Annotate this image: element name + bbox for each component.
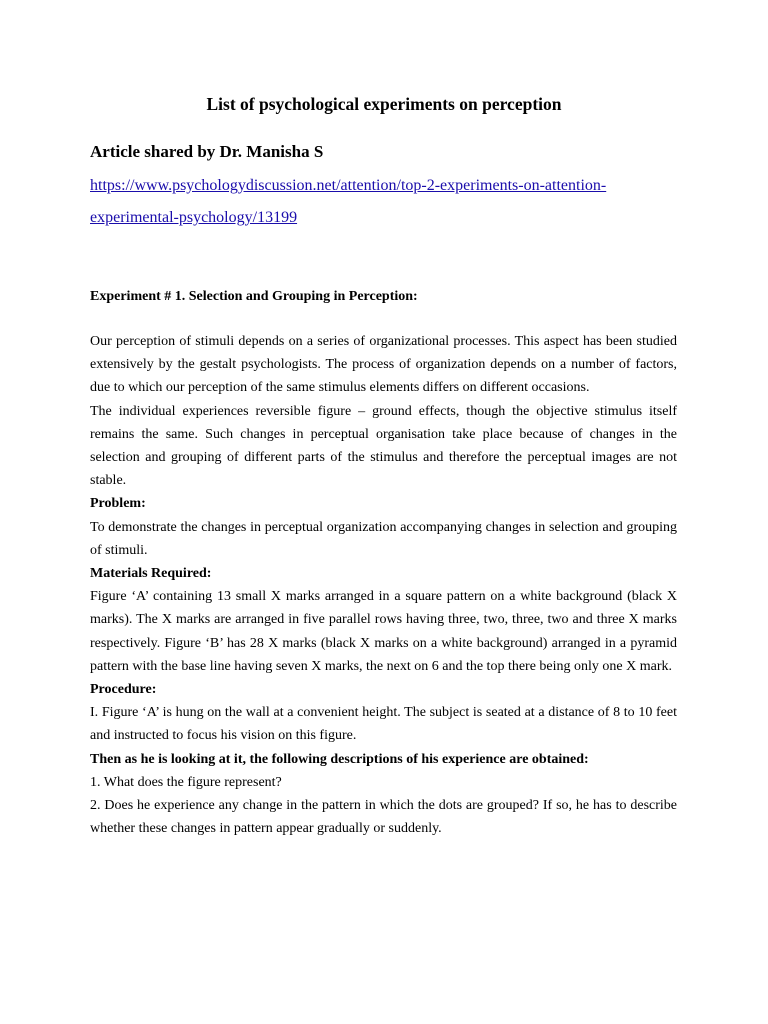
page-title: List of psychological experiments on perception	[206, 94, 562, 114]
materials-heading: Materials Required:	[90, 566, 212, 582]
body-text	[90, 330, 677, 840]
source-link[interactable]: https://www.psychologydiscussion.net/attention/top-2-experiments-on-attention-experimental-psychology/13199	[90, 177, 607, 226]
experiment-heading: Experiment # 1. Selection and Grouping in Perception:	[90, 289, 418, 304]
author-line: Article shared by Dr. Manisha S	[90, 142, 324, 161]
descriptions-heading: Then as he is looking at it, the following descriptions of his experience are obtained:	[90, 751, 589, 767]
problem-paragraph: To demonstrate the changes in perceptual organization accompanying changes in selection and grouping of stimuli.	[90, 519, 677, 558]
reversible-paragraph: The individual experiences reversible figure – ground effects, though the objective stimulus itself remains the same. Such changes in perceptual organisation take place because of changes in the selection and grouping of different parts of the stimulus and therefore the perceptual images are not stable.	[90, 403, 677, 489]
materials-paragraph: Figure ‘A’ containing 13 small X marks arranged in a square pattern on a white background (black X marks). The X marks are arranged in five parallel rows having three, two, three, two and three X marks respectively. Figure ‘B’ has 28 X marks (black X marks on a white background) arranged in a pyramid pattern with the base line having seven X marks, the next on 6 and the top there being only one X mark.	[90, 589, 677, 674]
procedure-heading: Procedure:	[90, 682, 157, 698]
question-2: 2. Does he experience any change in the pattern in which the dots are grouped? If so, he has to describe whether these changes in pattern appear gradually or suddenly.	[90, 798, 677, 837]
question-1: 1. What does the figure represent?	[90, 774, 282, 790]
problem-heading: Problem:	[90, 496, 146, 512]
procedure-paragraph: I. Figure ‘A’ is hung on the wall at a convenient height. The subject is seated at a distance of 8 to 10 feet and instructed to focus his vision on this figure.	[90, 705, 677, 744]
intro-paragraph: Our perception of stimuli depends on a series of organizational processes. This aspect has been studied extensively by the gestalt psychologists. The process of organization depends on a number of factors, due to which our perception of the same stimulus elements differs on different occasions.	[90, 334, 677, 396]
